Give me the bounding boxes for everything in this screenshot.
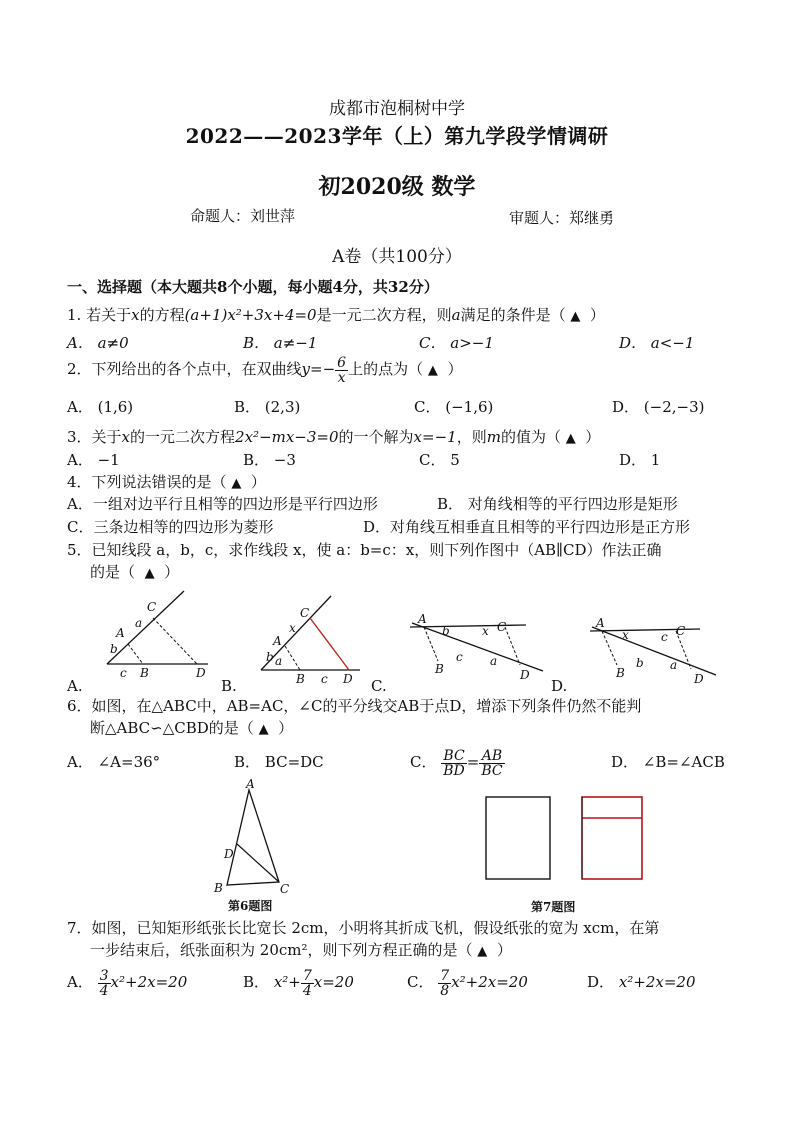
q5-figures <box>0 585 794 695</box>
q3-answer-marker: ▲ <box>565 431 576 446</box>
q4-close: ） <box>250 473 266 491</box>
fig-b-label-b: b <box>266 650 274 664</box>
q7-b-frac-den: 4 <box>302 982 312 999</box>
q5-line1: 5．已知线段 a，b，c，求作线段 x，使 a：b=c：x，则下列作图中（AB∥CD）作法正确 <box>67 541 662 559</box>
grade-subject: 初2020级 数学 <box>318 174 476 200</box>
question-reviewer: 审题人：郑继勇 <box>509 209 615 227</box>
q6-option-d: D． ∠B=∠ACB <box>611 753 725 771</box>
q3-var-x: x <box>121 428 131 446</box>
q4-option-b: B． 对角线相等的平行四边形是矩形 <box>437 495 678 513</box>
q3-equation: 2x²−mx−3=0 <box>235 428 339 446</box>
q7-d-label: D． <box>587 973 615 991</box>
fig-b-red-line <box>310 618 349 670</box>
q7-a-label: A． <box>67 973 93 991</box>
q2-frac-num: 6 <box>337 354 347 371</box>
fig-c-label-c: c <box>456 650 463 664</box>
q1-stem-c: 是一元二次方程，则 <box>316 306 452 324</box>
q7-line1: 7．如图，已知矩形纸张长比宽长 2cm，小明将其折成飞机，假设纸张的宽为 xcm，在第 <box>67 919 660 937</box>
fig-d-label-B: B <box>616 666 625 680</box>
q7-answer-marker: ▲ <box>477 944 488 959</box>
q7-b-rest: x=20 <box>313 973 354 991</box>
q1-option-a: A． a≠0 <box>67 334 129 352</box>
exam-title: 2022——2023学年（上）第九学段学情调研 <box>185 124 609 148</box>
q7-close: ） <box>496 941 512 959</box>
fig-b-label-D: D <box>343 672 353 686</box>
q7-option-d <box>587 963 696 1001</box>
q6-c-frac1-num: BC <box>441 749 467 764</box>
q5-figure-c <box>410 612 543 682</box>
q7-option-a <box>67 963 187 1001</box>
q5-line2 <box>90 562 179 584</box>
q5-figure-a <box>107 591 208 680</box>
q2-fraction <box>335 356 348 385</box>
q4-option-a: A．一组对边平行且相等的四边形是平行四边形 <box>67 495 378 513</box>
fig-a-label-c: c <box>120 666 127 680</box>
fig6-label-B: B <box>214 881 223 895</box>
fig-d-label-D: D <box>694 672 704 686</box>
q2-frac-den: x <box>337 369 346 386</box>
fig-c-label-x: x <box>482 624 489 638</box>
fig-a-label-C: C <box>147 600 157 614</box>
fig-d-label-C: C <box>676 624 686 638</box>
q3-close: ） <box>585 428 601 446</box>
q7-c-frac-num: 7 <box>440 967 450 984</box>
q7-c-rest: x²+2x=20 <box>451 973 528 991</box>
q7-c-frac-den: 8 <box>440 982 450 999</box>
q7-a-frac-den: 4 <box>99 982 109 999</box>
q7-b-frac <box>301 969 314 998</box>
fig-a-label-D: D <box>196 666 206 680</box>
fig-b-label-c: c <box>321 672 328 686</box>
q7-figure-caption: 第7题图 <box>531 900 576 914</box>
fig-b-label-a: a <box>275 654 283 668</box>
q3-root: x=−1 <box>413 428 457 446</box>
fig-a-dash-cd <box>153 618 197 664</box>
q4-stem-text: 4．下列说法错误的是（ <box>67 473 227 491</box>
q7-b-frac-num: 7 <box>302 967 312 984</box>
q4-answer-marker: ▲ <box>231 476 242 491</box>
q7-figure <box>480 792 650 882</box>
q7-a-frac <box>98 969 111 998</box>
question-setter: 命题人：刘世萍 <box>190 207 296 225</box>
q6-option-c <box>410 742 505 782</box>
q2-option-d: D． (−2,−3) <box>612 398 705 416</box>
fig-d-label-b: b <box>636 656 644 670</box>
q3-option-d: D． 1 <box>619 451 661 469</box>
q1-stem-d: 满足的条件是（ <box>460 306 566 324</box>
q3-option-a: A． −1 <box>67 451 120 469</box>
q2-answer-marker: ▲ <box>427 363 438 378</box>
q7-a-rest: x²+2x=20 <box>110 973 188 991</box>
q1-var-x: x <box>131 306 140 324</box>
q7-option-b <box>243 963 354 1001</box>
fig-a-dash-ab <box>128 644 143 664</box>
fig6-label-A: A <box>246 778 255 791</box>
q1-stem-a: 1. 若关于 <box>67 306 132 324</box>
q5-option-label-a: A. <box>67 677 83 695</box>
fig6-triangle <box>227 790 279 885</box>
q1-answer-marker: ▲ <box>570 309 581 324</box>
q4-option-d: D．对角线互相垂直且相等的平行四边形是正方形 <box>363 518 691 536</box>
q2-option-b: B． (2,3) <box>234 398 301 416</box>
fig-a-label-A: A <box>116 626 125 640</box>
q5-close: ） <box>164 563 180 581</box>
q6-option-c-frac1 <box>441 749 467 778</box>
q3-stem-b: 的一元二次方程 <box>130 428 236 446</box>
fig-b-label-C: C <box>300 606 310 620</box>
q2-option-a: A． (1,6) <box>67 398 134 416</box>
q6-answer-marker: ▲ <box>258 722 269 737</box>
q5-option-label-b: B. <box>221 677 237 695</box>
fig-d-label-x: x <box>622 628 629 642</box>
q6-c-frac2-den: BC <box>481 762 503 779</box>
school-name: 成都市泡桐树中学 <box>329 99 465 119</box>
q3-stem-d: ，则 <box>456 428 487 446</box>
q2-close: ） <box>447 360 463 378</box>
q3-stem-c: 的一个解为 <box>338 428 414 446</box>
fig-a-label-b: b <box>110 642 118 656</box>
q6-option-c-label: C． <box>410 753 437 771</box>
q7-a-frac-num: 3 <box>99 967 109 984</box>
fig-c-line-top <box>410 625 526 627</box>
q2-stem-a: 2．下列给出的各个点中，在双曲线 <box>67 360 302 378</box>
q1-equation: (a+1)x²+3x+4=0 <box>184 306 317 324</box>
q6-line1: 6．如图，在△ABC中，AB=AC，∠C的平分线交AB于点D，增添下列条件仍然不能判 <box>67 697 642 715</box>
fig-b-label-B: B <box>296 672 305 686</box>
q3-option-b: B． −3 <box>243 451 296 469</box>
fig6-label-C: C <box>280 882 290 896</box>
q7-c-label: C． <box>407 973 434 991</box>
fig-b-dash <box>285 646 300 670</box>
q6-c-frac2-num: AB <box>479 749 504 764</box>
paper-a-heading: A卷（共100分） <box>332 247 462 267</box>
fig-c-label-b: b <box>442 624 450 638</box>
fig7-rect-original <box>486 797 550 879</box>
q5-line2-text: 的是（ <box>90 563 136 581</box>
q6-option-b: B． BC=DC <box>234 753 324 771</box>
q7-b-pre: x²+ <box>273 973 301 991</box>
q2-option-c: C． (−1,6) <box>414 398 494 416</box>
fig7-rect-folded <box>582 797 642 879</box>
fig-c-label-a: a <box>490 654 498 668</box>
fig-c-label-B: B <box>435 662 444 676</box>
fig-c-label-D: D <box>520 668 530 682</box>
q2-stem-b: 上的点为（ <box>348 360 424 378</box>
q3-var-m: m <box>486 428 501 446</box>
fig6-label-D: D <box>224 847 234 861</box>
q1-option-b: B． a≠−1 <box>243 334 318 352</box>
q1-close: ） <box>589 306 605 324</box>
q7-c-frac <box>438 969 451 998</box>
fig-c-line-diag <box>412 623 543 671</box>
q1-var-a: a <box>451 306 461 324</box>
q6-figure <box>200 778 310 896</box>
fig-b-label-x: x <box>289 621 296 635</box>
q3-stem-a: 3．关于 <box>67 428 122 446</box>
q6-c-eq: = <box>466 753 480 771</box>
q3-stem <box>67 427 600 449</box>
q5-figure-d <box>590 616 716 686</box>
q1-option-c: C． a>−1 <box>419 334 494 352</box>
q3-option-c: C． 5 <box>419 451 460 469</box>
q6-figure-caption: 第6题图 <box>228 899 273 913</box>
q3-stem-e: 的值为（ <box>500 428 561 446</box>
q7-b-label: B． <box>243 973 270 991</box>
q5-answer-marker: ▲ <box>144 566 155 581</box>
q5-option-label-c: C. <box>371 677 387 695</box>
fig-a-label-B: B <box>140 666 149 680</box>
fig-a-label-a: a <box>135 616 143 630</box>
fig-b-label-A: A <box>273 634 282 648</box>
q6-option-c-frac2 <box>479 749 504 778</box>
q4-option-c: C．三条边相等的四边形为菱形 <box>67 518 274 536</box>
fig-d-label-a: a <box>670 658 678 672</box>
q6-c-frac1-den: BD <box>443 762 465 779</box>
q7-line2 <box>90 940 512 962</box>
fig-c-label-C: C <box>497 620 507 634</box>
fig-d-label-A: A <box>596 616 605 630</box>
q7-line2-text: 一步结束后，纸张面积为 20cm²，则下列方程正确的是（ <box>90 941 473 959</box>
q2-stem <box>67 354 462 386</box>
q1-stem-b: 的方程 <box>139 306 185 324</box>
q7-d-rest: x²+2x=20 <box>618 973 696 991</box>
section-title: 一、选择题（本大题共8个小题，每小题4分，共32分） <box>67 278 439 296</box>
q6-close: ） <box>278 719 294 737</box>
q1-stem <box>67 305 605 327</box>
q6-line2 <box>90 718 293 740</box>
q5-option-label-d: D. <box>551 677 568 695</box>
q5-figure-b <box>261 596 360 686</box>
q1-option-d: D． a<−1 <box>619 334 695 352</box>
q6-option-a: A． ∠A=36° <box>67 753 161 771</box>
q7-option-c <box>407 963 528 1001</box>
q4-stem <box>67 472 266 494</box>
q2-func-lhs: y=− <box>301 360 336 378</box>
q6-line2-text: 断△ABC∽△CBD的是（ <box>90 719 254 737</box>
fig-c-label-A: A <box>418 612 427 626</box>
fig-d-label-c: c <box>661 630 668 644</box>
